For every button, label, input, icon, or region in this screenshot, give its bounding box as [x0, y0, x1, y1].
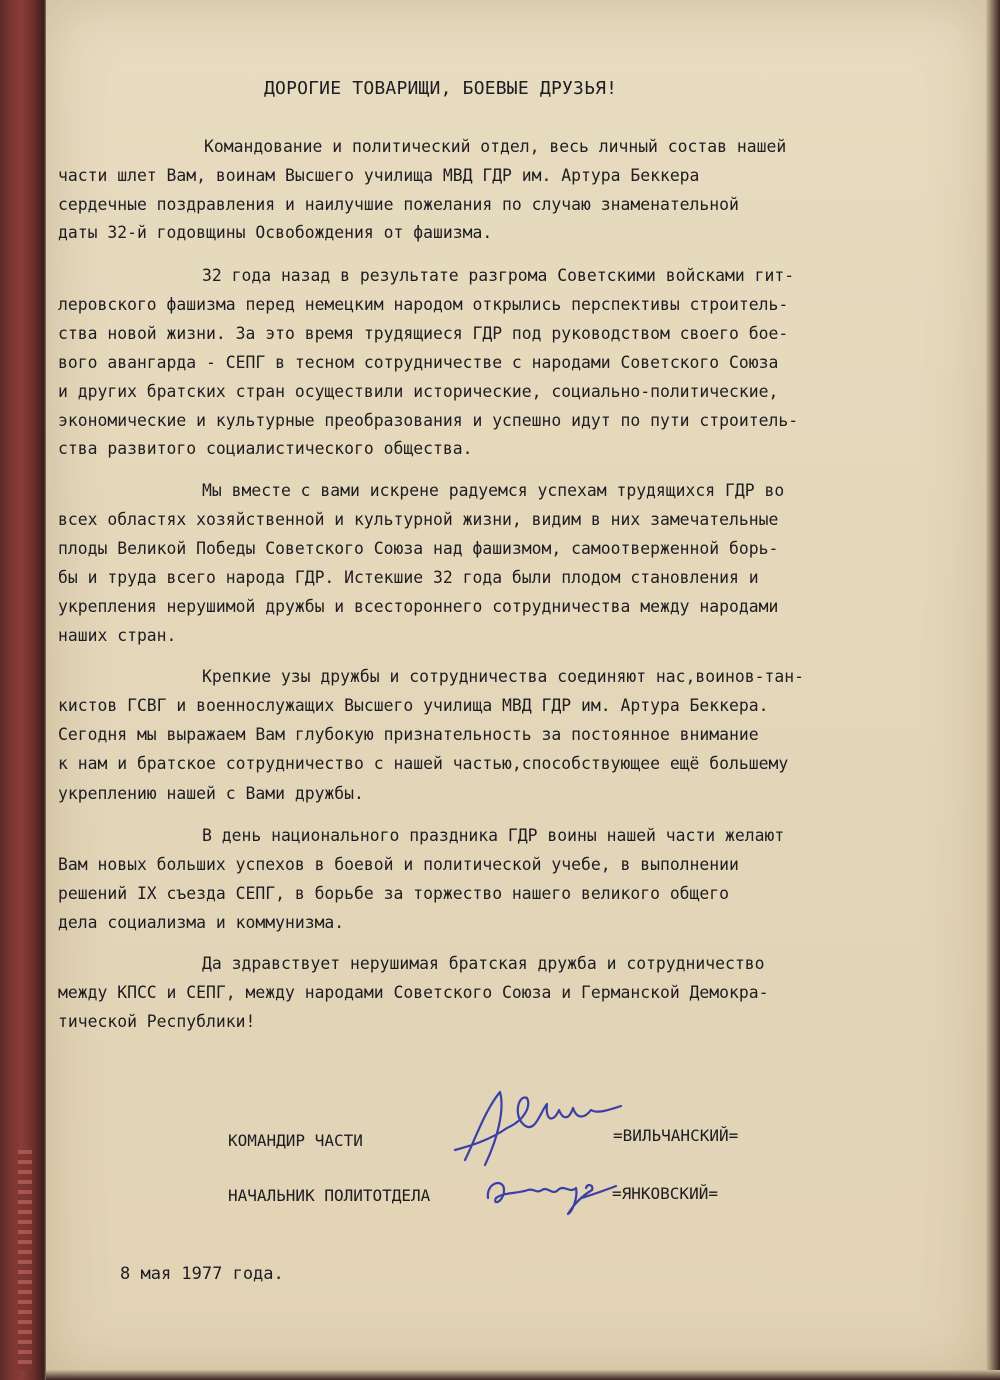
paragraph-6-line-2: между КПСС и СЕПГ, между народами Советского Союза и Германской Демокра-: [58, 983, 769, 1002]
paragraph-3-line-3: плоды Великой Победы Советского Союза над фашизмом, самоотверженной борь-: [58, 539, 779, 558]
signature-2-role: НАЧАЛЬНИК ПОЛИТОТДЕЛА: [228, 1186, 431, 1205]
paragraph-2-line-3: ства новой жизни. За это время трудящиеся ГДР под руководством своего бое-: [58, 324, 789, 343]
paragraph-1-line-2: части шлет Вам, воинам Высшего училища МВД ГДР им. Артура Беккера: [58, 166, 700, 185]
signature-2-handwriting: [482, 1168, 622, 1218]
paragraph-6-line-3: тической Республики!: [58, 1012, 256, 1031]
paragraph-4-line-1: Крепкие узы дружбы и сотрудничества соединяют нас,воинов-тан-: [202, 667, 804, 686]
paragraph-2-line-6: экономические и культурные преобразования и успешно идут по пути строитель-: [58, 411, 799, 430]
paragraph-2-line-2: леровского фашизма перед немецким народом открылись перспективы строитель-: [58, 295, 789, 314]
paragraph-3-line-6: наших стран.: [58, 626, 177, 645]
paragraph-3-line-1: Мы вместе с вами искрене радуемся успехам трудящихся ГДР во: [202, 481, 785, 500]
signature-1-handwriting: [445, 1080, 625, 1170]
paragraph-5-line-2: Вам новых больших успехов в боевой и политической учебе, в выполнении: [58, 855, 739, 874]
signature-1-name: =ВИЛЬЧАНСКИЙ=: [613, 1126, 739, 1145]
paragraph-5-line-4: дела социализма и коммунизма.: [58, 913, 345, 932]
paragraph-4-line-3: Сегодня мы выражаем Вам глубокую признательность за постоянное внимание: [58, 725, 759, 744]
paragraph-4-line-4: к нам и братское сотрудничество с нашей частью,способствующее ещё большему: [58, 754, 789, 773]
letter-title: ДОРОГИЕ ТОВАРИЩИ, БОЕВЫЕ ДРУЗЬЯ!: [264, 78, 618, 99]
letter-date: 8 мая 1977 года.: [120, 1264, 284, 1284]
paragraph-2-line-4: вого авангарда - СЕПГ в тесном сотрудничестве с народами Советского Союза: [58, 353, 779, 372]
paragraph-3-line-5: укрепления нерушимой дружбы и всестороннего сотрудничества между народами: [58, 597, 779, 616]
paragraph-4-line-2: кистов ГСВГ и военнослужащих Высшего училища МВД ГДР им. Артура Беккера.: [58, 696, 769, 715]
signature-1-role: КОМАНДИР ЧАСТИ: [228, 1131, 363, 1150]
signature-2-name: =ЯНКОВСКИЙ=: [612, 1184, 718, 1203]
paragraph-5-line-3: решений IX съезда СЕПГ, в борьбе за торжество нашего великого общего: [58, 884, 730, 903]
paragraph-2-line-1: 32 года назад в результате разгрома Советскими войсками гит-: [202, 266, 795, 285]
paragraph-1-line-1: Командование и политический отдел, весь личный состав нашей: [204, 137, 787, 156]
paragraph-1-line-4: даты 32-й годовщины Освобождения от фашизма.: [58, 223, 493, 242]
paragraph-2-line-7: ства развитого социалистического общества.: [58, 439, 473, 458]
paragraph-3-line-4: бы и труда всего народа ГДР. Истекшие 32 года были плодом становления и: [58, 568, 759, 587]
paragraph-4-line-5: укреплению нашей с Вами дружбы.: [58, 784, 364, 803]
paragraph-5-line-1: В день национального праздника ГДР воины нашей части желают: [202, 826, 785, 845]
paragraph-3-line-2: всех областях хозяйственной и культурной жизни, видим в них замечательные: [58, 510, 779, 529]
paragraph-1-line-3: сердечные поздравления и наилучшие пожелания по случаю знаменательной: [58, 195, 739, 214]
paragraph-2-line-5: и других братских стран осуществили исторические, социально-политические,: [58, 382, 779, 401]
paragraph-6-line-1: Да здравствует нерушимая братская дружба и сотрудничество: [202, 954, 765, 973]
